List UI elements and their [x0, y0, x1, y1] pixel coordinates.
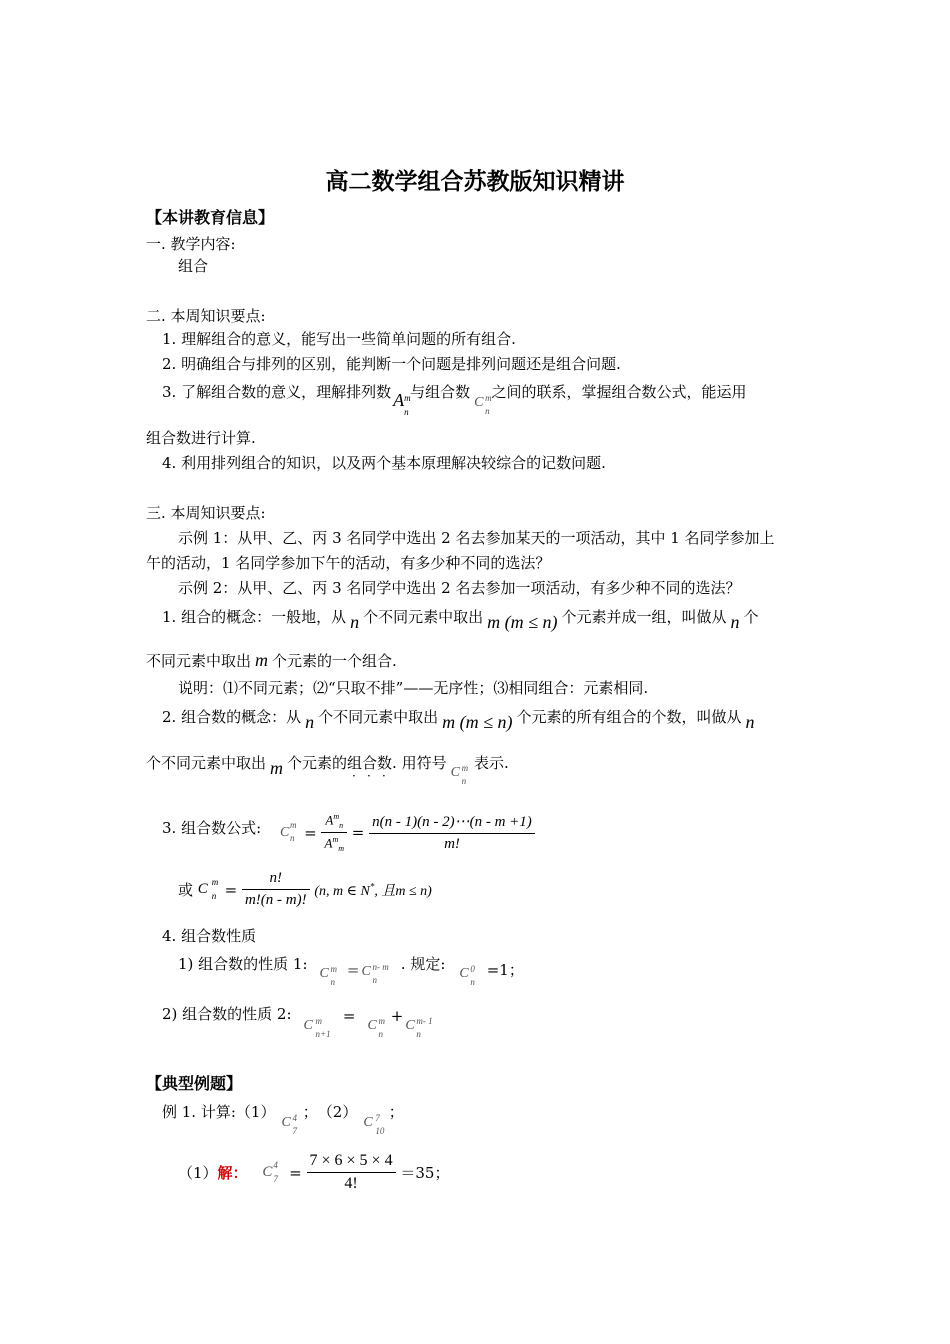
concept-1-part-e: 不同元素中取出	[146, 652, 252, 670]
property-2-label: 2) 组合数的性质 2:	[162, 1005, 292, 1023]
property-2-line	[162, 1004, 433, 1039]
equals-sign: =	[224, 880, 238, 899]
key-point-1: 1. 理解组合的意义，能写出一些简单问题的所有组合.	[162, 330, 516, 348]
concept-1-part-b: 个不同元素中取出	[363, 608, 484, 626]
var-m-range: m (m ≤ n)	[487, 612, 558, 632]
document-title: 高二数学组合苏教版知识精讲	[325, 169, 625, 195]
var-n: n	[350, 612, 360, 632]
combination-symbol: C n- m n	[361, 962, 389, 985]
combination-symbol: C 4 7	[262, 1160, 278, 1184]
example-calc-part-c: ；	[388, 1103, 404, 1121]
concept-2-part-d: 个不同元素中取出	[146, 754, 267, 772]
or-text: 或	[178, 881, 194, 899]
key-point-4: 4. 利用排列组合的知识，以及两个基本原理解决较综合的记数问题.	[162, 454, 606, 472]
domain-condition: (n, m ∈ N*, 且m ≤ n)	[314, 880, 432, 899]
property-1-rule: . 规定:	[400, 955, 446, 973]
solution-index: （1）	[178, 1164, 218, 1182]
concept-2-part-g: . 用符号	[392, 754, 447, 772]
note-line: 说明：⑴不同元素；⑵“只取不排”——无序性；⑶相同组合：元素相同.	[178, 679, 649, 697]
section-info-heading: 【本讲教育信息】	[146, 208, 275, 227]
var-m: m	[255, 650, 269, 670]
combination-symbol: C m n	[319, 964, 338, 987]
var-n: n	[305, 712, 315, 732]
key-point-3-part-b: 与组合数	[410, 383, 471, 401]
equals-sign: =	[289, 1163, 302, 1182]
equals-sign: =	[304, 823, 317, 842]
concept-2-part-c: 个元素的所有组合的个数，叫做从	[516, 708, 742, 726]
equals-sign: =	[342, 1007, 356, 1025]
concept-2-part-b: 个不同元素中取出	[318, 708, 439, 726]
combination-symbol: C m n+1	[303, 1016, 331, 1039]
concept-1-part-f: 个元素的一个组合.	[272, 652, 397, 670]
concept-1-part-d: 个	[743, 608, 759, 626]
concept-2-line	[162, 706, 755, 732]
equals-one: =1；	[486, 961, 524, 979]
var-m-range: m (m ≤ n)	[442, 712, 513, 732]
product-fraction: $\frac{n(n - 1)(n - 2)\cdots(n - m +1)}{m!}$	[369, 812, 535, 853]
key-points-heading: 二. 本周知识要点:	[146, 307, 266, 325]
concept-1-cont	[146, 650, 397, 671]
solution-label: 解：	[217, 1164, 248, 1182]
property-1-label: 1) 组合数的性质 1:	[178, 955, 308, 973]
combination-symbol: C 4 7	[281, 1113, 297, 1136]
key-point-3-part-a: 3. 了解组合数的意义，理解排列数	[162, 383, 392, 401]
example-1-line-a: 示例 1：从甲、乙、丙 3 名同学中选出 2 名去参加某天的一项活动，其中 1 名同学参加上	[178, 529, 775, 547]
var-n: n	[745, 712, 755, 732]
plus-sign: +	[390, 1007, 404, 1025]
combination-symbol: C m n	[367, 1016, 385, 1039]
example-calc-line	[162, 1102, 404, 1136]
example-1-line-b: 午的活动，1 名同学参加下午的活动，有多少种不同的选法？	[146, 554, 551, 572]
example-calc-part-a: 例 1. 计算:（1）	[162, 1103, 276, 1121]
concept-1-line	[162, 606, 759, 632]
combination-formula	[280, 812, 535, 853]
solution-line	[178, 1152, 449, 1193]
teaching-content: 组合	[178, 257, 209, 275]
combination-symbol: C 7 10	[363, 1113, 385, 1136]
equals-sign: =	[351, 823, 365, 842]
key-point-3-cont: 组合数进行计算.	[146, 429, 256, 447]
teaching-heading: 一. 教学内容:	[146, 235, 236, 253]
combination-symbol: C m- 1 n	[405, 1016, 433, 1039]
combination-symbol: C 0 n	[459, 964, 475, 987]
example-2: 示例 2：从甲、乙、丙 3 名同学中选出 2 名去参加一项活动，有多少种不同的选法？	[178, 579, 741, 597]
emphasis-term-text: 组合数	[347, 754, 393, 772]
combination-symbol: C m n	[450, 763, 469, 786]
emphasis-term: 组合数 · · ·	[347, 754, 393, 783]
concept-1-part-a: 1. 组合的概念：一般地，从	[162, 608, 347, 626]
concept-2-part-h: 表示.	[473, 754, 509, 772]
var-n: n	[730, 612, 740, 632]
concept-1-part-c: 个元素并成一组，叫做从	[561, 608, 727, 626]
formula-label: 3. 组合数公式:	[162, 819, 262, 837]
equals-sign: =	[346, 961, 360, 979]
solution-result: ＝35；	[400, 1164, 450, 1182]
key-point-3-part-c: 之间的联系，掌握组合数公式，能运用	[491, 383, 747, 401]
combination-symbol: C m n	[474, 393, 492, 416]
concept-2-part-e: 个元素的	[287, 754, 348, 772]
properties-heading: 4. 组合数性质	[162, 927, 257, 945]
section3-heading: 三. 本周知识要点:	[146, 504, 266, 522]
key-point-2: 2. 明确组合与排列的区别，能判断一个问题是排列问题还是组合问题.	[162, 355, 621, 373]
permutation-symbol: A m n	[393, 390, 411, 417]
combination-symbol: C m n	[280, 819, 297, 843]
concept-2-part-a: 2. 组合数的概念：从	[162, 708, 302, 726]
factorial-formula	[178, 870, 432, 909]
factorial-fraction: $\frac{n!}{m!(n - m)!}$	[242, 870, 310, 909]
ratio-fraction: $\frac{A^m_n}{A^m_m}$	[321, 812, 347, 853]
combination-symbol: C m n	[197, 877, 219, 901]
concept-2-cont	[146, 752, 509, 786]
var-m: m	[270, 758, 284, 778]
solution-fraction: $\frac{7 \times 6 \times 5 \times 4}{4!}$	[307, 1152, 396, 1193]
example-calc-part-b: ； （2）	[302, 1103, 358, 1121]
key-point-3-line	[162, 381, 747, 417]
examples-heading: 【典型例题】	[146, 1074, 243, 1093]
property-1-line	[178, 954, 524, 987]
